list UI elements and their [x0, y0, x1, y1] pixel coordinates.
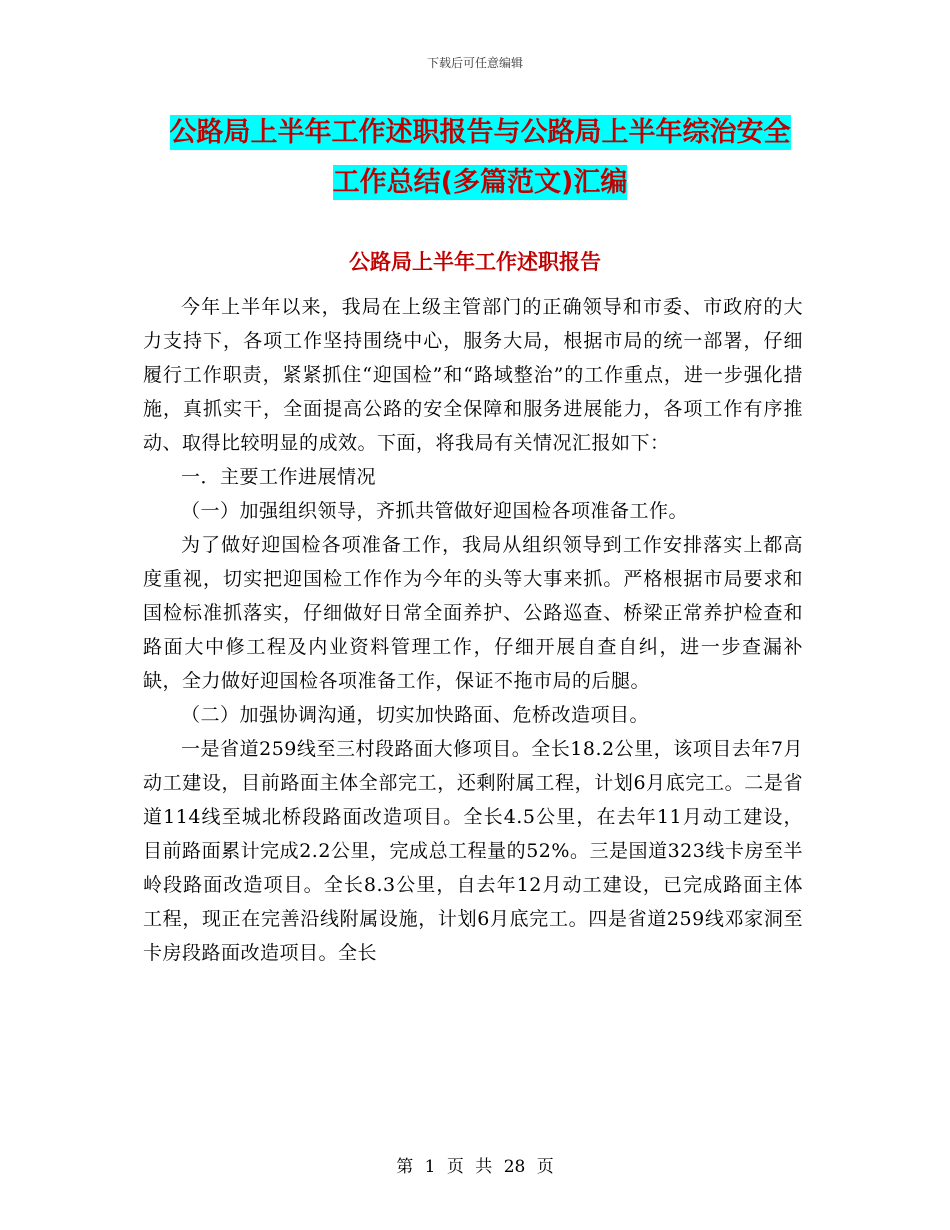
paragraph-subheading-1: （一）加强组织领导，齐抓共管做好迎国检各项准备工作。 — [181, 500, 689, 522]
paragraph-intro: 今年上半年以来，我局在上级主管部门的正确领导和市委、市政府的大力支持下，各项工作坚持围绕中心，服务大局，根据市局的统一部署，仔细履行工作职责，紧紧抓住“迎国检”和“路域整治”的工作重点，进一步强化措施，真抓实干，全面提高公路的安全保障和服务进展能力，各项工作有序推动、取得比较明显的成效。下面，将我局有关情况汇报如下： — [143, 296, 803, 454]
paragraph-heading-1: 一．主要工作进展情况 — [181, 466, 377, 488]
title-line-1: 公路局上半年工作述职报告与公路局上半年综治安全 — [169, 117, 791, 148]
document-title — [150, 108, 810, 208]
paragraph-subheading-2: （二）加强协调沟通，切实加快路面、危桥改造项目。 — [181, 704, 650, 726]
paragraph-inspection-prep: 为了做好迎国检各项准备工作，我局从组织领导到工作安排落实上都高度重视，切实把迎国检工作作为今年的头等大事来抓。严格根据市局要求和国检标准抓落实，仔细做好日常全面养护、公路巡查、桥梁正常养护检查和路面大中修工程及内业资料管理工作，仔细开展自查自纠，进一步查漏补缺，全力做好迎国检各项准备工作，保证不拖市局的后腿。 — [143, 534, 803, 692]
section-title: 公路局上半年工作述职报告 — [349, 250, 601, 274]
document-body — [143, 290, 803, 970]
header-note: 下载后可任意编辑 — [426, 56, 523, 70]
title-line-2: 工作总结(多篇范文)汇编 — [332, 167, 628, 198]
page-footer: 第 1 页 共 28 页 — [396, 1157, 554, 1177]
paragraph-road-projects: 一是省道259线至三村段路面大修项目。全长18.2公里，该项目去年7月动工建设，目前路面主体全部完工，还剩附属工程，计划6月底完工。二是省道114线至城北桥段路面改造项目。全长4.5公里，在去年11月动工建设，目前路面累计完成2.2公里，完成总工程量的52%。三是国道323线卡房至半岭段路面改造项目。全长8.3公里，自去年12月动工建设，已完成路面主体工程，现正在完善沿线附属设施，计划6月底完工。四是省道259线邓家洞至卡房段路面改造项目。全长 — [143, 738, 803, 964]
